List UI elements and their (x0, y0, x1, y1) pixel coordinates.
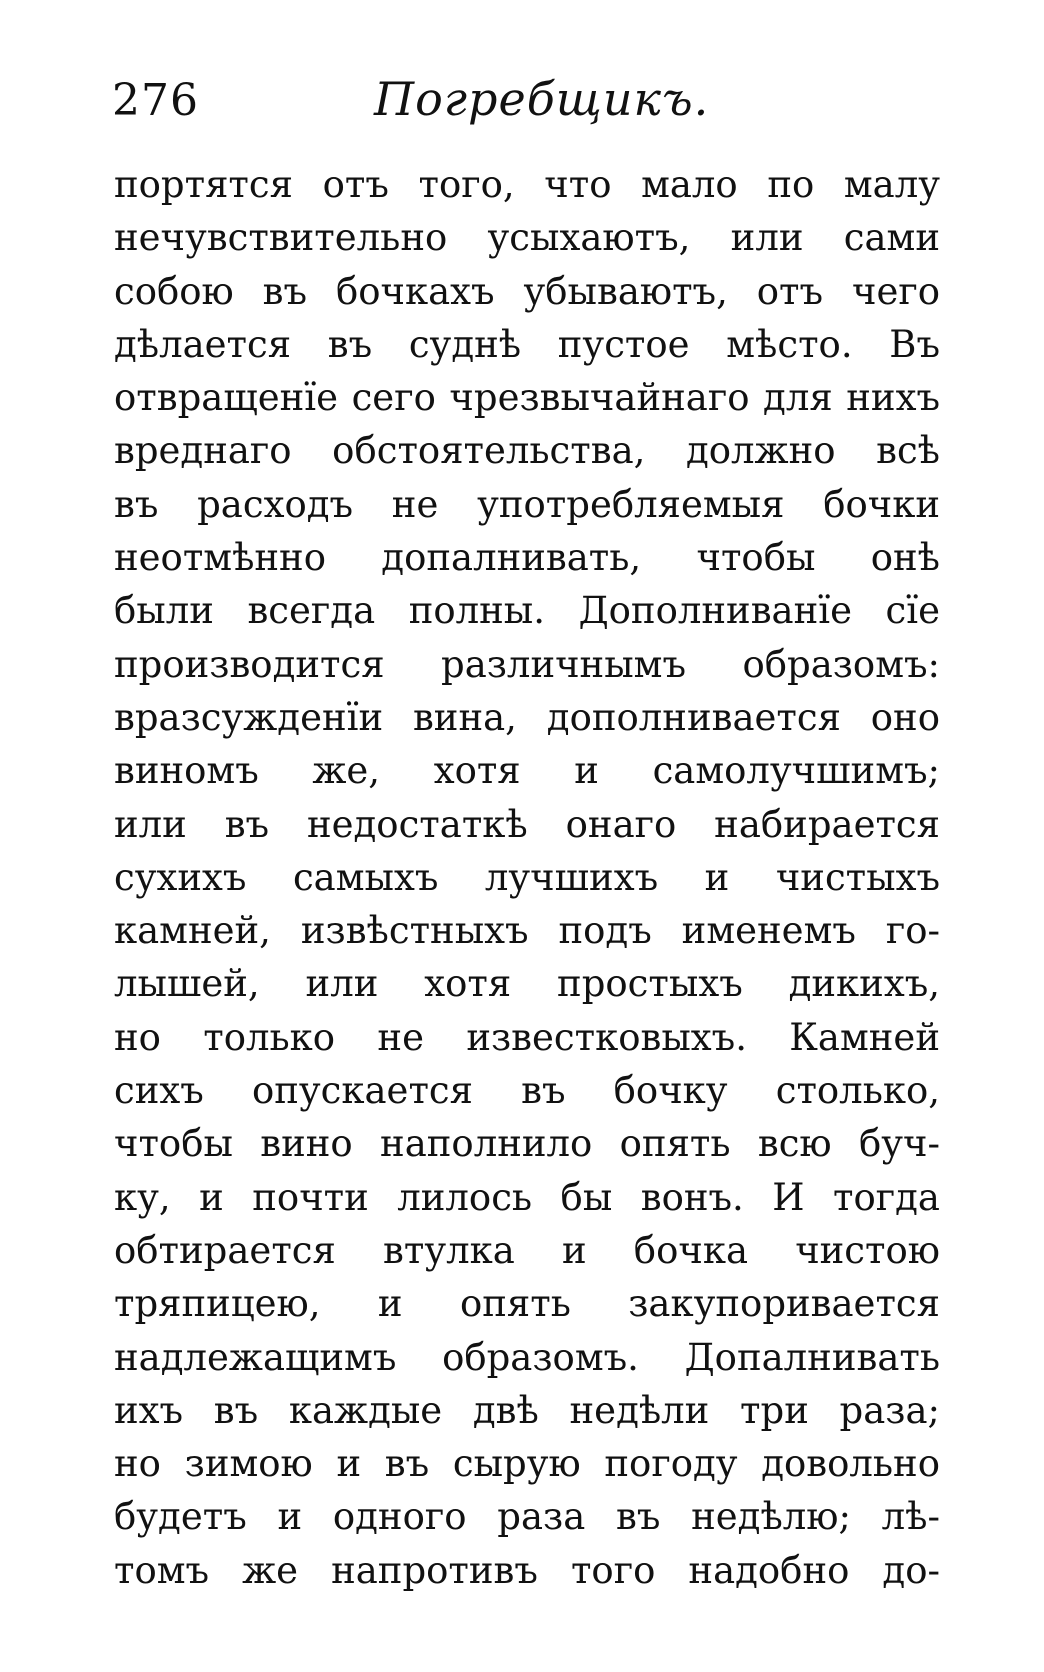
text-line: отвращенїе сего чрезвычайнаго для нихъ (114, 376, 940, 420)
text-line: были всегда полны. Дополниванїе сїе (114, 589, 940, 633)
text-line: собою въ бочкахъ убываютъ, отъ чего (114, 269, 940, 313)
text-line: сухихъ самыхъ лучшихъ и чистыхъ (114, 855, 940, 899)
text-line: ку, и почти лилось бы вонъ. И тогда (114, 1175, 940, 1219)
text-line: будетъ и одного раза въ недѣлю; лѣ- (114, 1495, 940, 1539)
text-line: вразсужденїи вина, дополнивается оно (114, 695, 940, 739)
text-line: нечувствительно усыхаютъ, или сами (114, 216, 940, 260)
text-line: но только не известковыхъ. Камней (114, 1015, 940, 1059)
text-line: томъ же напротивъ того надобно до- (114, 1548, 940, 1592)
text-line: сихъ опускается въ бочку столько, (114, 1069, 940, 1113)
page-number: 276 (112, 75, 199, 126)
text-line: виномъ же, хотя и самолучшимъ; (114, 749, 940, 793)
text-line: неотмѣнно допалнивать, чтобы онѣ (114, 536, 940, 580)
text-line: но зимою и въ сырую погоду довольно (114, 1442, 940, 1486)
text-line: или въ недостаткѣ онаго набирается (114, 802, 940, 846)
text-line: вреднаго обстоятельства, должно всѣ (114, 429, 940, 473)
text-line: дѣлается въ суднѣ пустое мѣсто. Въ (114, 322, 940, 366)
body-text (114, 158, 940, 1597)
text-line: камней, извѣстныхъ подъ именемъ го- (114, 909, 940, 953)
text-line: въ расходъ не употребляемыя бочки (114, 482, 940, 526)
text-line: лышей, или хотя простыхъ дикихъ, (114, 962, 940, 1006)
text-line: портятся отъ того, что мало по малу (114, 163, 940, 206)
page-header (112, 68, 942, 138)
text-line: надлежащимъ образомъ. Допалнивать (114, 1335, 940, 1379)
text-line: чтобы вино наполнило опять всю буч- (114, 1122, 940, 1166)
text-line: обтирается втулка и бочка чистою (114, 1228, 940, 1272)
running-title: Погребщикъ. (374, 72, 710, 126)
text-line: производится различнымъ образомъ: (114, 642, 940, 686)
text-line: ихъ въ каждые двѣ недѣли три раза; (114, 1388, 940, 1432)
text-line: тряпицею, и опять закупоривается (114, 1282, 940, 1326)
